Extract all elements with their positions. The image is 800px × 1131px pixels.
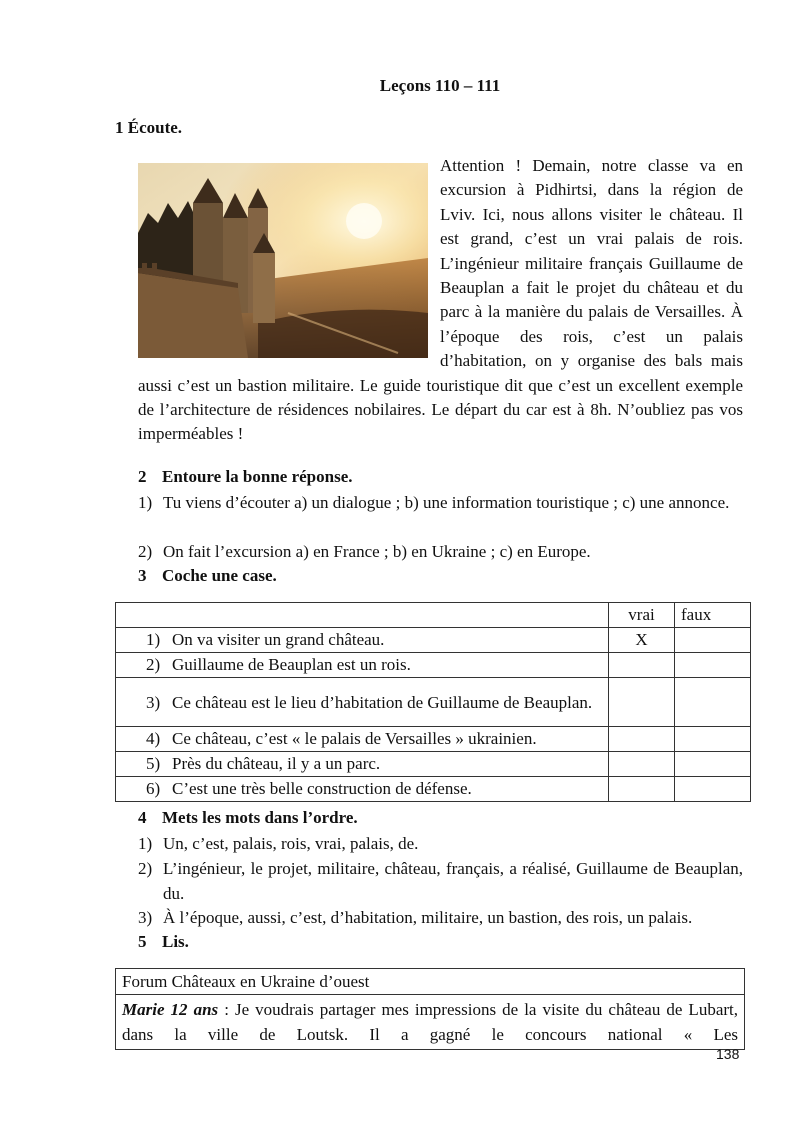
- faux-cell[interactable]: [675, 628, 751, 653]
- table-row: [116, 678, 751, 727]
- column-vrai: vrai: [609, 603, 675, 628]
- task3-heading: 3 Coche une case.: [138, 566, 277, 585]
- task4-heading: 4 Mets les mots dans l’ordre.: [138, 808, 358, 827]
- vrai-cell[interactable]: [609, 752, 675, 777]
- lesson-title: Leçons 110 – 111: [379, 76, 501, 95]
- faux-cell[interactable]: [675, 678, 751, 727]
- forum-box: [115, 968, 745, 1050]
- task5-heading: 5 Lis.: [138, 932, 189, 951]
- vrai-cell[interactable]: [609, 777, 675, 802]
- statement-cell: 5) Près du château, il y a un parc.: [116, 752, 609, 777]
- table-row: [116, 653, 751, 678]
- statement-cell: 6) C’est une très belle construction de défense.: [116, 777, 609, 802]
- true-false-table: [115, 602, 751, 802]
- task2-item: 1) Tu viens d’écouter a) un dialogue ; b) une information touristique ; c) une annonce.: [138, 493, 730, 512]
- faux-cell[interactable]: [675, 727, 751, 752]
- faux-cell[interactable]: [675, 752, 751, 777]
- faux-cell[interactable]: [675, 777, 751, 802]
- table-row: [116, 752, 751, 777]
- column-faux: faux: [675, 603, 751, 628]
- chateau-image: [138, 163, 428, 358]
- table-header-row: [116, 603, 751, 628]
- statement-cell: 3) Ce château est le lieu d’habitation de Guillaume de Beauplan.: [116, 678, 609, 727]
- table-row: [116, 727, 751, 752]
- intro-text: Attention ! Demain, notre classe va en excursion à Pidhirtsi, dans la région de Lviv. Ici, nous allons visiter le château. Il est grand, c’est un vrai palais de rois. L’ingénieur militaire français Guillaume de Beauplan a fait le projet du château et du parc à la manière du palais de Versailles. À l’époque des rois, c’est un palais d’habitation, on y organise des bals mais aussi c’est un bastion militaire. Le guide touristique dit que c’est un excellent exemple de l’architecture de résidences nobilaires. Le départ du car est à 8h. N’oubliez pas vos imperméables !: [138, 156, 743, 444]
- vrai-cell[interactable]: [609, 727, 675, 752]
- task4-item: 3) À l’époque, aussi, c’est, d’habitation, militaire, un bastion, des rois, un palais.: [138, 908, 693, 927]
- vrai-cell[interactable]: [609, 678, 675, 727]
- section1-heading: 1 Écoute.: [115, 118, 183, 137]
- task2-item: 2) On fait l’excursion a) en France ; b) en Ukraine ; c) en Europe.: [138, 542, 591, 561]
- table-row: [116, 777, 751, 802]
- table-row: [116, 628, 751, 653]
- task4-item: 2) L’ingénieur, le projet, militaire, château, français, a réalisé, Guillaume de Beauplan, du.: [138, 859, 743, 903]
- vrai-cell[interactable]: [609, 653, 675, 678]
- forum-author: Marie 12 ans: [122, 1000, 219, 1019]
- forum-title: Forum Châteaux en Ukraine d’ouest: [116, 969, 744, 995]
- statement-cell: 4) Ce château, c’est « le palais de Versailles » ukrainien.: [116, 727, 609, 752]
- forum-post: [116, 995, 744, 1049]
- chateau-photo: [138, 163, 428, 358]
- vrai-cell[interactable]: X: [609, 628, 675, 653]
- faux-cell[interactable]: [675, 653, 751, 678]
- page-number: 138: [716, 1046, 740, 1062]
- task2-heading: 2 Entoure la bonne réponse.: [138, 467, 353, 486]
- forum-post-text: : Je voudrais partager mes impressions de la visite du château de Lubart, dans la ville de Loutsk. Il a gagné le concours national « Les: [122, 1000, 738, 1044]
- statement-cell: 1) On va visiter un grand château.: [116, 628, 609, 653]
- header-empty-cell: [116, 603, 609, 628]
- task4-item: 1) Un, c’est, palais, rois, vrai, palais, de.: [138, 834, 419, 853]
- statement-cell: 2) Guillaume de Beauplan est un rois.: [116, 653, 609, 678]
